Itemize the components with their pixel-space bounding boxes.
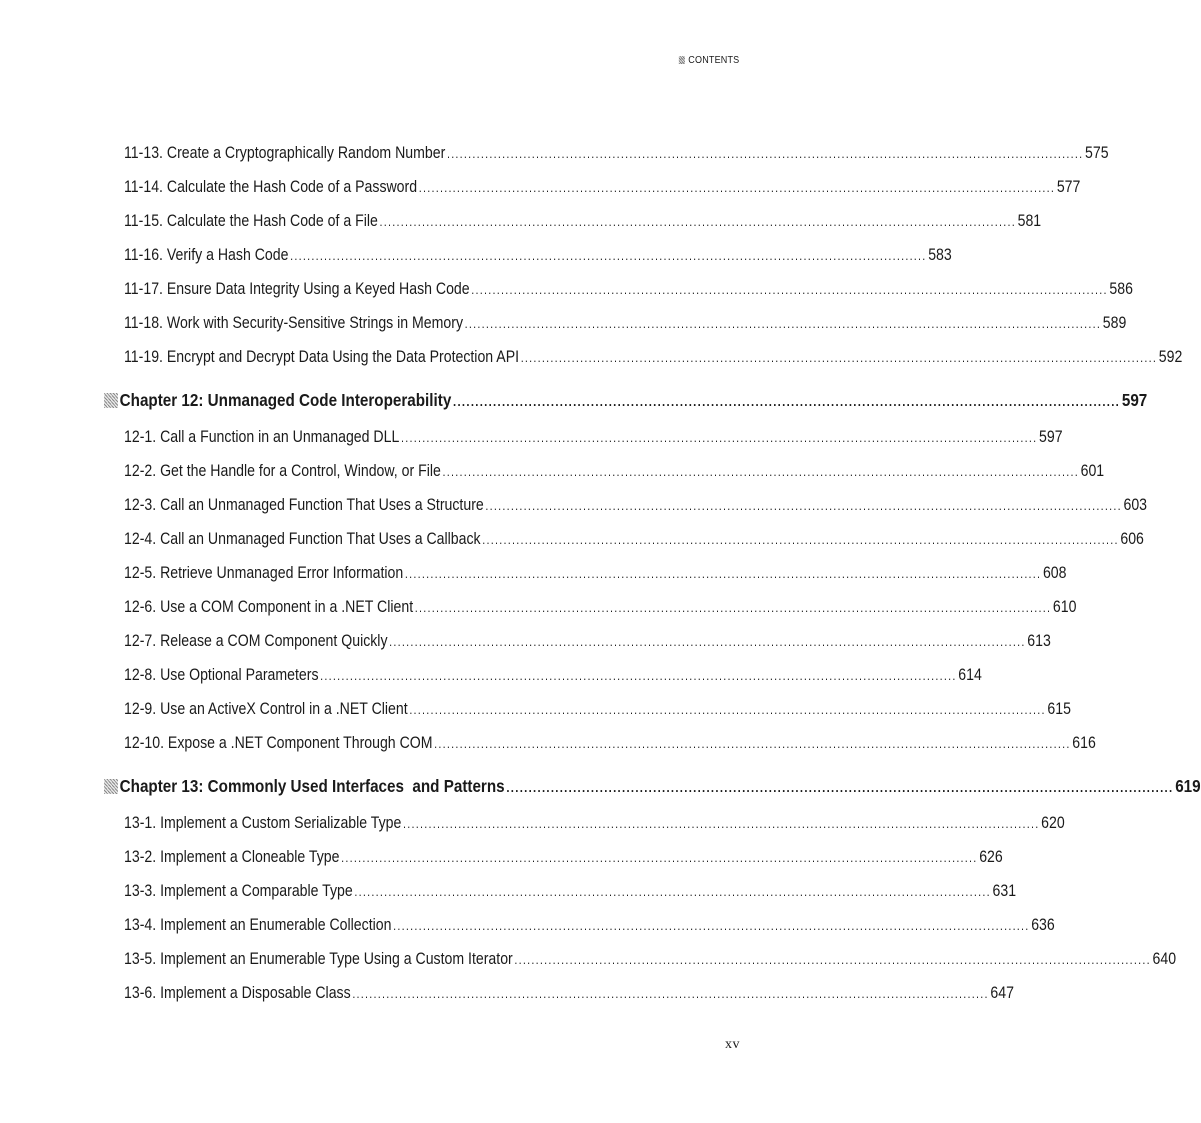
- toc-entry[interactable]: [124, 725, 1096, 752]
- toc-chapter-heading[interactable]: [104, 769, 1201, 796]
- toc-entry-title: 13-1. Implement a Custom Serializable Type: [124, 813, 402, 832]
- chapter-marker-icon: [104, 779, 118, 794]
- toc-entry[interactable]: [124, 623, 1051, 650]
- toc-entry-title: 13-3. Implement a Comparable Type: [124, 881, 353, 900]
- toc-chapter-heading[interactable]: [104, 383, 1148, 410]
- toc-entry-title: 11-14. Calculate the Hash Code of a Password: [124, 177, 418, 196]
- toc-chapter-title: Chapter 12: Unmanaged Code Interoperability: [119, 389, 452, 410]
- toc-entry-page: 608: [1042, 563, 1067, 582]
- leader-dots: ......................................................................................................................................................: [414, 600, 1052, 615]
- toc-entry-title: 11-19. Encrypt and Decrypt Data Using the Data Protection API: [124, 347, 520, 366]
- leader-dots: ......................................................................................................................................................: [464, 316, 1102, 331]
- leader-dots: ......................................................................................................................................................: [485, 498, 1122, 513]
- leader-dots: ......................................................................................................................................................: [290, 248, 927, 263]
- chapter-marker-icon: [104, 393, 118, 408]
- toc-entry-title: 12-6. Use a COM Component in a .NET Client: [124, 597, 414, 616]
- leader-dots: ......................................................................................................................................................: [409, 702, 1046, 717]
- toc-entry-page: 597: [1039, 427, 1063, 446]
- toc-entry-page: 636: [1031, 915, 1055, 934]
- toc-entry-title: 12-4. Call an Unmanaged Function That Uses a Callback: [124, 529, 481, 548]
- toc-entry-page: 620: [1041, 813, 1065, 832]
- toc-entry[interactable]: [124, 839, 1003, 866]
- leader-dots: ......................................................................................................................................................: [453, 394, 1121, 409]
- toc-entry-page: 603: [1123, 495, 1148, 514]
- toc-entry-title: 13-2. Implement a Cloneable Type: [124, 847, 340, 866]
- toc-entry-page: 616: [1072, 733, 1096, 752]
- toc-entry[interactable]: [124, 941, 1177, 968]
- toc-entry-page: 575: [1085, 143, 1109, 162]
- toc-entry[interactable]: [124, 589, 1077, 616]
- leader-dots: ......................................................................................................................................................: [446, 146, 1084, 161]
- toc-entry-page: 592: [1158, 347, 1183, 366]
- toc-entry-title: 12-5. Retrieve Unmanaged Error Information: [124, 563, 404, 582]
- leader-dots: ......................................................................................................................................................: [514, 952, 1151, 967]
- toc-entry-title: 12-8. Use Optional Parameters: [124, 665, 319, 684]
- leader-dots: ......................................................................................................................................................: [341, 850, 978, 865]
- toc-entry-page: 631: [992, 881, 1017, 900]
- toc-entry[interactable]: [124, 135, 1109, 162]
- toc-entry-page: 647: [990, 983, 1014, 1002]
- toc-entry[interactable]: [124, 305, 1127, 332]
- toc-entry-page: 583: [928, 245, 952, 264]
- toc-entry-page: 610: [1052, 597, 1077, 616]
- running-header-title: CONTENTS: [687, 54, 739, 66]
- leader-dots: ......................................................................................................................................................: [471, 282, 1108, 297]
- leader-dots: ......................................................................................................................................................: [482, 532, 1119, 547]
- leader-dots: ......................................................................................................................................................: [404, 566, 1042, 581]
- toc-entry[interactable]: [124, 873, 1017, 900]
- toc-entry-page: 614: [958, 665, 982, 684]
- toc-entry-title: 11-15. Calculate the Hash Code of a File: [124, 211, 378, 230]
- toc-entry[interactable]: [124, 203, 1042, 230]
- leader-dots: ......................................................................................................................................................: [389, 634, 1026, 649]
- toc-entry[interactable]: [124, 419, 1063, 446]
- toc-entry[interactable]: [124, 975, 1014, 1002]
- toc-entry-page: 577: [1056, 177, 1081, 196]
- leader-dots: ......................................................................................................................................................: [520, 350, 1158, 365]
- toc-entry-page: 640: [1152, 949, 1177, 968]
- leader-dots: ......................................................................................................................................................: [403, 816, 1040, 831]
- toc-entry-page: 626: [979, 847, 1003, 866]
- leader-dots: ......................................................................................................................................................: [418, 180, 1056, 195]
- leader-dots: ......................................................................................................................................................: [442, 464, 1079, 479]
- toc-entry[interactable]: [124, 555, 1067, 582]
- toc-chapter-title: Chapter 13: Commonly Used Interfaces and Patterns: [119, 775, 505, 796]
- toc-chapter-page: 597: [1121, 389, 1148, 410]
- toc-entry-page: 601: [1080, 461, 1105, 480]
- toc-chapter-page: 619: [1175, 775, 1201, 796]
- toc-entry-title: 12-9. Use an ActiveX Control in a .NET Client: [124, 699, 408, 718]
- toc-entry[interactable]: [124, 657, 982, 684]
- header-marker-icon: [678, 56, 684, 64]
- toc-entry[interactable]: [124, 169, 1081, 196]
- toc-entry-title: 13-6. Implement a Disposable Class: [124, 983, 351, 1002]
- toc-entry[interactable]: [124, 237, 952, 264]
- toc-entry-title: 12-3. Call an Unmanaged Function That Uses a Structure: [124, 495, 484, 514]
- leader-dots: ......................................................................................................................................................: [352, 986, 989, 1001]
- leader-dots: ......................................................................................................................................................: [393, 918, 1030, 933]
- toc-entry-page: 615: [1047, 699, 1071, 718]
- leader-dots: ......................................................................................................................................................: [354, 884, 991, 899]
- toc-entry[interactable]: [124, 691, 1071, 718]
- toc-entry[interactable]: [124, 271, 1133, 298]
- toc-entry-title: 11-13. Create a Cryptographically Random Number: [124, 143, 446, 162]
- toc-entry-title: 12-10. Expose a .NET Component Through COM: [124, 733, 433, 752]
- toc-entry-title: 13-5. Implement an Enumerable Type Using a Custom Iterator: [124, 949, 513, 968]
- toc-entry-page: 581: [1017, 211, 1042, 230]
- leader-dots: ......................................................................................................................................................: [320, 668, 957, 683]
- running-header: [678, 54, 739, 66]
- toc-entry[interactable]: [124, 805, 1065, 832]
- leader-dots: ......................................................................................................................................................: [400, 430, 1038, 445]
- toc-entry-title: 11-17. Ensure Data Integrity Using a Keyed Hash Code: [124, 279, 470, 298]
- toc-entry[interactable]: [124, 453, 1105, 480]
- toc-entry-page: 613: [1027, 631, 1051, 650]
- toc-entry-title: 12-1. Call a Function in an Unmanaged DLL: [124, 427, 400, 446]
- toc-entry-page: 586: [1109, 279, 1133, 298]
- toc-entry-title: 12-7. Release a COM Component Quickly: [124, 631, 388, 650]
- toc-entry[interactable]: [124, 521, 1144, 548]
- toc-entry-page: 589: [1102, 313, 1127, 332]
- toc-entry-title: 12-2. Get the Handle for a Control, Window, or File: [124, 461, 441, 480]
- toc-entry-title: 11-18. Work with Security-Sensitive Strings in Memory: [124, 313, 464, 332]
- toc-entry[interactable]: [124, 907, 1055, 934]
- toc-entry[interactable]: [124, 339, 1183, 366]
- leader-dots: ......................................................................................................................................................: [434, 736, 1071, 751]
- toc-entry[interactable]: [124, 487, 1148, 514]
- leader-dots: ......................................................................................................................................................: [506, 780, 1174, 795]
- toc-entry-title: 13-4. Implement an Enumerable Collection: [124, 915, 392, 934]
- page-number: xv: [725, 1037, 740, 1052]
- toc-entry-page: 606: [1120, 529, 1144, 548]
- toc-entry-title: 11-16. Verify a Hash Code: [124, 245, 289, 264]
- leader-dots: ......................................................................................................................................................: [379, 214, 1016, 229]
